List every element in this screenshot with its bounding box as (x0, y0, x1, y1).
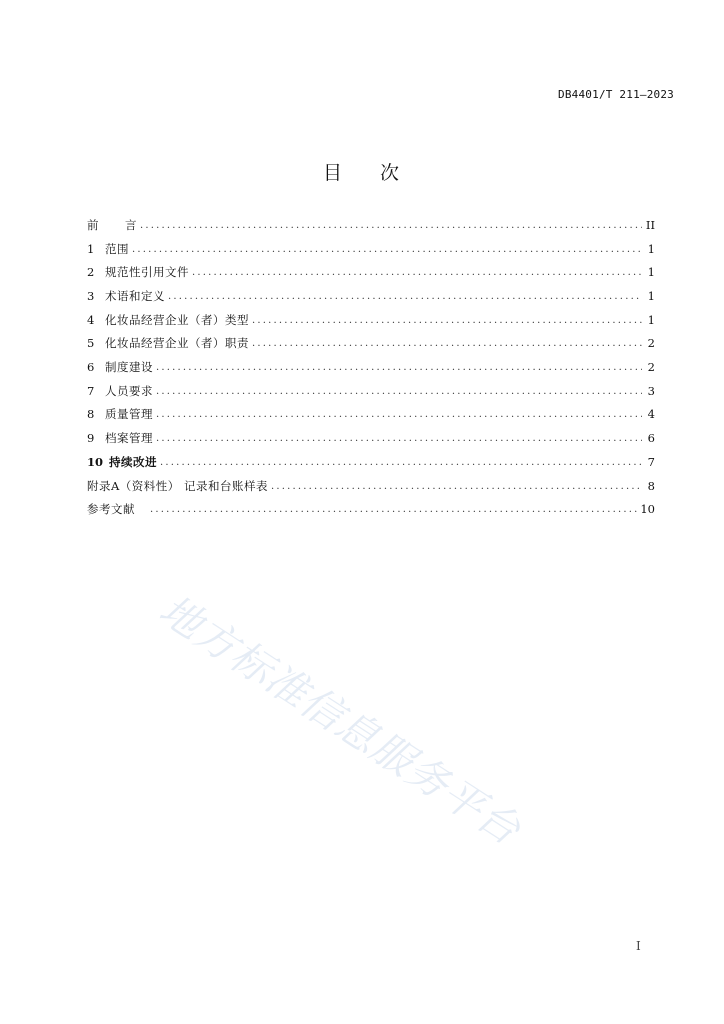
toc-item-label: 人员要求 (105, 383, 153, 398)
toc-item-page: 7 (647, 454, 655, 469)
toc-item-num: 4 (87, 312, 95, 327)
toc-item-10[interactable] (87, 451, 655, 475)
toc-item-page: II (645, 217, 655, 232)
toc-item-7[interactable] (87, 380, 655, 404)
toc-item-page: 1 (647, 265, 655, 280)
toc-list (87, 214, 655, 522)
toc-item-label: 术语和定义 (105, 289, 165, 304)
toc-item-num: 6 (87, 360, 95, 375)
toc-item-page: 2 (647, 360, 655, 375)
toc-dot-leader (192, 261, 642, 285)
toc-item-2[interactable] (87, 261, 655, 285)
toc-title-part1: 目 (322, 162, 344, 184)
toc-title (0, 158, 724, 185)
toc-dot-leader (132, 238, 642, 262)
toc-item-label: 附录A（资料性） 记录和台账样表 (87, 478, 268, 493)
toc-dot-leader (252, 309, 642, 333)
toc-item-1[interactable] (87, 238, 655, 262)
toc-item-label: 化妆品经营企业（者）职责 (105, 336, 249, 351)
toc-item-appendix-a[interactable] (87, 475, 655, 499)
toc-item-6[interactable] (87, 356, 655, 380)
toc-item-foreword[interactable] (87, 214, 655, 238)
toc-item-label: 化妆品经营企业（者）类型 (105, 312, 249, 327)
toc-item-page: 10 (640, 502, 655, 517)
document-code: DB4401/T 211—2023 (558, 88, 674, 101)
toc-item-page: 2 (647, 336, 655, 351)
toc-item-label: 质量管理 (105, 407, 153, 422)
toc-dot-leader (160, 451, 642, 475)
toc-item-num: 1 (87, 241, 95, 256)
toc-item-label: 范围 (105, 241, 129, 256)
toc-item-5[interactable] (87, 332, 655, 356)
toc-item-label: 前 言 (87, 217, 137, 232)
toc-dot-leader (271, 475, 642, 499)
toc-item-label: 制度建设 (105, 360, 153, 375)
toc-item-num: 5 (87, 336, 95, 351)
toc-item-num: 3 (87, 289, 95, 304)
toc-item-page: 8 (647, 478, 655, 493)
toc-item-num: 9 (87, 431, 95, 446)
toc-dot-leader (150, 498, 637, 522)
toc-item-page: 6 (647, 431, 655, 446)
toc-item-page: 1 (647, 312, 655, 327)
toc-item-9[interactable] (87, 427, 655, 451)
toc-dot-leader (156, 356, 642, 380)
toc-item-3[interactable] (87, 285, 655, 309)
toc-item-label: 档案管理 (105, 431, 153, 446)
toc-title-part2: 次 (380, 162, 402, 184)
toc-item-4[interactable] (87, 309, 655, 333)
toc-item-num: 7 (87, 383, 95, 398)
toc-item-references[interactable] (87, 498, 655, 522)
toc-dot-leader (156, 380, 642, 404)
toc-dot-leader (140, 214, 642, 238)
toc-item-label: 规范性引用文件 (105, 265, 189, 280)
page-number: I (636, 939, 641, 953)
toc-item-num: 8 (87, 407, 95, 422)
toc-dot-leader (168, 285, 642, 309)
watermark: 地方标准信息服务平台 (150, 585, 530, 855)
toc-dot-leader (156, 427, 642, 451)
toc-item-page: 1 (647, 289, 655, 304)
toc-item-num: 2 (87, 265, 95, 280)
toc-item-page: 4 (647, 407, 655, 422)
toc-item-label: 参考文献 (87, 502, 135, 517)
toc-item-page: 3 (647, 383, 655, 398)
toc-item-num: 10 (87, 454, 104, 469)
toc-item-label: 持续改进 (109, 454, 157, 469)
toc-item-page: 1 (647, 241, 655, 256)
toc-dot-leader (156, 403, 642, 427)
toc-item-8[interactable] (87, 404, 655, 428)
toc-dot-leader (252, 332, 642, 356)
